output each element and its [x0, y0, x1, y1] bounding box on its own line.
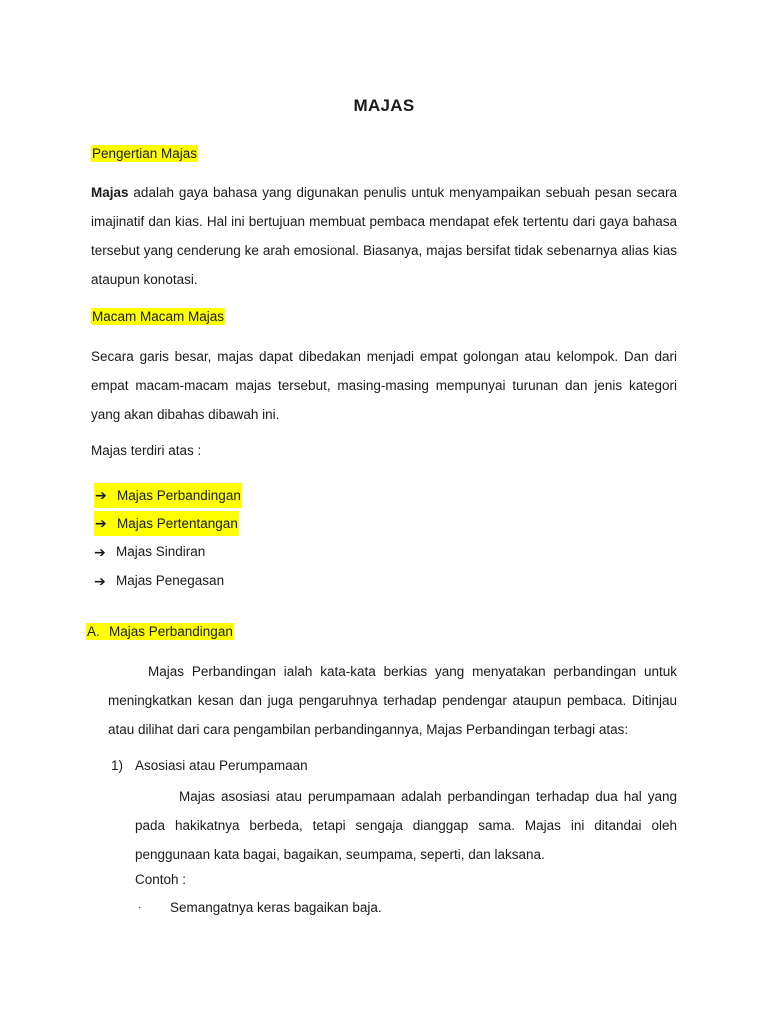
arrow-right-icon: ➔ [95, 515, 107, 532]
list-item-highlight [94, 511, 239, 536]
numbered-item-1 [111, 758, 308, 773]
list-item-highlight [94, 483, 242, 508]
arrow-right-icon: ➔ [95, 486, 107, 503]
item-1-heading: Asosiasi atau Perumpamaan [135, 758, 308, 773]
heading-macam-majas-text: Macam Macam Majas [92, 309, 225, 324]
bold-term-majas: Majas [91, 185, 129, 200]
heading-macam-majas [91, 309, 225, 324]
list-item-label: Majas Penegasan [116, 572, 225, 588]
list-intro: Majas terdiri atas : [91, 443, 202, 458]
heading-pengertian-majas [91, 146, 198, 161]
item-1-number: 1) [111, 758, 124, 773]
list-item [94, 481, 242, 510]
majas-type-list [94, 481, 242, 595]
list-item-label: Majas Sindiran [116, 544, 206, 560]
contoh-label: Contoh : [135, 872, 187, 887]
section-a-title: Majas Perbandingan [109, 624, 233, 639]
heading-pengertian-majas-text: Pengertian Majas [92, 146, 198, 161]
arrow-right-icon: ➔ [94, 572, 106, 589]
heading-section-a [86, 624, 234, 639]
example-text: Semangatnya keras bagaikan baja. [170, 900, 382, 915]
paragraph-pengertian [91, 178, 677, 294]
section-a-number: A. [87, 624, 100, 639]
list-item-label: Majas Pertentangan [117, 516, 238, 532]
paragraph-pengertian-body: adalah gaya bahasa yang digunakan penulis untuk menyampaikan sebuah pesan secara imajinatif dan kias. Hal ini bertujuan membuat pembaca mendapat efek tertentu dari gaya bahasa tersebut yang cenderung ke arah emosional. Biasanya, majas bersifat tidak sebenarnya alias kias ataupun konotasi. [91, 185, 677, 287]
bullet-dot-icon: · [138, 902, 142, 913]
list-item [94, 567, 242, 596]
list-item [94, 538, 242, 567]
paragraph-macam: Secara garis besar, majas dapat dibedakan menjadi empat golongan atau kelompok. Dan dari empat macam-macam majas tersebut, masing-masing mempunyai turunan dan jenis kategori yang akan dibahas dibawah ini. [91, 349, 677, 422]
document-title: MAJAS [353, 96, 415, 115]
heading-section-a-highlight [86, 623, 234, 640]
paragraph-section-a: Majas Perbandingan ialah kata-kata berkias yang menyatakan perbandingan untuk meningkatkan kesan dan juga pengaruhnya terhadap pendengar ataupun pembaca. Ditinjau atau dilihat dari cara pengambilan perbandingannya, Majas Perbandingan terbagi atas: [108, 664, 677, 737]
example-item [138, 900, 382, 915]
list-item [94, 510, 242, 539]
arrow-right-icon: ➔ [94, 544, 106, 561]
list-item-label: Majas Perbandingan [117, 487, 241, 503]
paragraph-asosiasi: Majas asosiasi atau perumpamaan adalah perbandingan terhadap dua hal yang pada hakikatnya berbeda, tetapi sengaja dianggap sama. Majas ini ditandai oleh penggunaan kata bagai, bagaikan, seumpama, seperti, dan laksana. [135, 789, 677, 862]
